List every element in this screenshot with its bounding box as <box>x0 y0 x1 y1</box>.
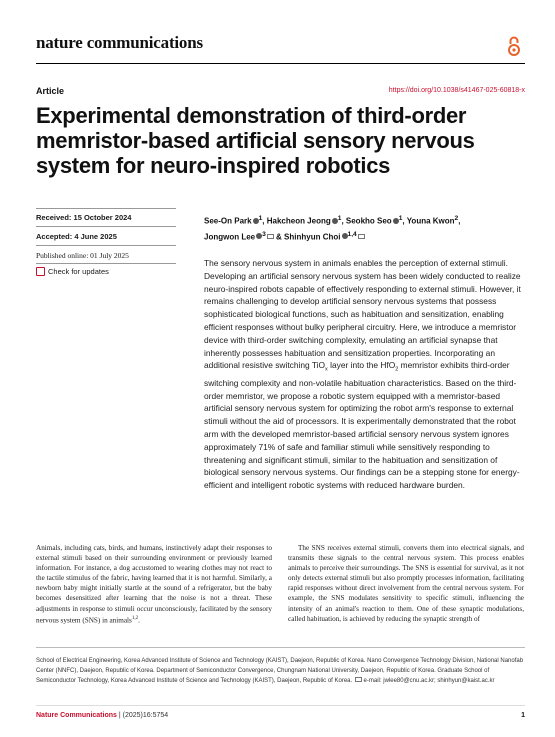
author-name[interactable]: , Youna Kwon <box>402 216 455 226</box>
received-date: Received: 15 October 2024 <box>36 213 132 222</box>
divider <box>36 208 176 209</box>
footnote-rule <box>36 647 525 648</box>
abstract <box>204 257 524 492</box>
affiliation-ref: 1,4 <box>347 230 357 238</box>
doi-link[interactable]: https://doi.org/10.1038/s41467-025-60818-x <box>388 87 525 94</box>
body-column-right: The SNS receives external stimuli, converts them into electrical signals, and transmits these signals to the central nervous system. This process enables animals to perceive their surroundings. The SNS is essential for survival, as it not only detects external stimuli but also promptly processes information, facilitating rapid responses without direct involvement from the central nervous system. For example, the SNS modulates sensitivity to specific stimuli, influencing the intensity of an animal's reaction to them. One of these synaptic modulations, called habituation, is achieved by reducing the synaptic strength of <box>288 544 524 623</box>
check-updates-label: Check for updates <box>48 267 109 276</box>
article-title: Experimental demonstration of third-order memristor-based artificial sensory nervous system for neuro-inspired robotics <box>36 103 475 178</box>
citation-ref[interactable]: 1,2 <box>131 615 139 621</box>
footer-rule <box>36 705 525 706</box>
abstract-text: The sensory nervous system in animals enables the perception of external stimuli. Developing an artificial sensory nervous system has been widely conducted to realize neuro-inspired robots capable of effectively responding to external stimuli. However, it remains challenging to develop artificial sensory nervous systems that possess sophisticated biological functions, such as habituation and sensitization, enabling efficient responses without bulky peripheral circuitry. Here, we introduce a memristor device with third-order switching complexity, emulating an artificial synapse that inherently possesses habituation and sensitization properties. Incorporating an additional resistive switching TiO <box>204 258 521 371</box>
footer-citation <box>36 712 168 719</box>
author-name[interactable]: See-On Park <box>204 216 252 226</box>
affiliation-ref: 1 <box>398 215 403 222</box>
subscript: x <box>325 367 328 374</box>
page-number: 1 <box>521 712 525 719</box>
affiliation-ref: 3 <box>262 230 266 238</box>
affiliation-ref: 1 <box>337 215 342 222</box>
published-date: Published online: 01 July 2025 <box>36 251 129 260</box>
open-access-icon[interactable] <box>507 35 521 57</box>
footer-journal[interactable]: Nature Communications <box>36 712 117 719</box>
body-text: Animals, including cats, birds, and humans, instinctively adapt their responses to external stimuli based on their surrounding environment or previously learned information. For instance, a dog accustomed to wearing clothes may not react to the tactile stimulus of the fabric, having learned that it is not harmful. Similarly, a newborn baby might initially startle at the sound of a refrigerator, but the baby becomes desensitized after learning that the noise is not a threat. These adjustments in response to stimuli occur unconsciously, facilitated by the sensory nervous system (SNS) in animals <box>36 544 272 625</box>
separator: , <box>458 216 461 226</box>
author-list <box>204 212 514 243</box>
author-name[interactable]: & Shinhyun Choi <box>273 232 341 242</box>
author-name[interactable]: , Hakcheon Jeong <box>262 216 331 226</box>
article-type: Article <box>36 86 65 96</box>
abstract-text: layer into the HfO <box>327 360 396 371</box>
affiliation-ref: 1 <box>258 215 263 222</box>
footer-volume: | (2025)16:5754 <box>118 712 169 719</box>
body-column-left: Animals, including cats, birds, and humans, instinctively adapt their responses to external stimuli based on their surrounding environment or previously learned information. For instance, a dog accustomed to wearing clothes may not react to the tactile stimulus of the fabric, having learned that it is not harmful. Similarly, a newborn baby might initially startle at the sound of a refrigerator, but the baby becomes desensitized after learning that the noise is not a threat. These adjustments in response to stimuli occur unconsciously, facilitated by the sensory nervous system (SNS) in animals$^{1,2}$. <box>36 544 272 625</box>
divider <box>36 245 176 246</box>
affiliations-text: School of Electrical Engineering, Korea Advanced Institute of Science and Technology (KAIST), Daejeon, Republic of Korea. Nano Convergence Technology Division, National Nanofab Center (NNFC), Daejeon, Republic of Korea. Department of Semiconductor Convergence, Chungnam National University, Daejeon, Republic of Korea. Graduate School of Semiconductor Technology, Korea Advanced Institute of Science and Technology (KAIST), Daejeon, Republic of Korea. <box>36 658 524 684</box>
affiliations-footnote <box>36 656 525 686</box>
subscript: 2 <box>395 367 399 374</box>
divider <box>36 226 176 227</box>
accepted-date: Accepted: 4 June 2025 <box>36 232 117 241</box>
affiliation-ref: 2 <box>454 215 459 222</box>
check-updates-icon <box>36 267 45 276</box>
divider <box>36 263 176 264</box>
abstract-text: memristor exhibits third-order switching complexity and non-volatile habituation characteristics. Based on the third-order memristor, we propose a robotic system equipped with a memristor-based artificial sensory nervous system for optimizing the robot arm's response to external stimuli without the aid of processors. It is experimentally demonstrated that the robot arm with the developed memristor-based artificial sensory nervous system ignores approximately 71% of safe and familiar stimuli while sensitively responding to threatening and significant stimuli, similar to the habituation and sensitization of biological sensory nervous systems. Our findings can be a stepping stone for energy-efficient and intelligent robotic systems with reduced hardware burden. <box>204 360 520 491</box>
email-label: e-mail: <box>363 678 382 684</box>
author-name[interactable]: , Seokho Seo <box>341 216 392 226</box>
check-updates-button[interactable] <box>36 267 109 276</box>
author-name[interactable]: Jongwon Lee <box>204 232 256 242</box>
email-links[interactable]: jwlee80@cnu.ac.kr; shinhyun@kaist.ac.kr <box>383 678 495 684</box>
journal-name: nature communications <box>36 33 203 52</box>
header-rule <box>36 63 525 64</box>
mail-icon[interactable] <box>358 234 365 239</box>
mail-icon <box>355 677 362 682</box>
mail-icon[interactable] <box>267 234 274 239</box>
